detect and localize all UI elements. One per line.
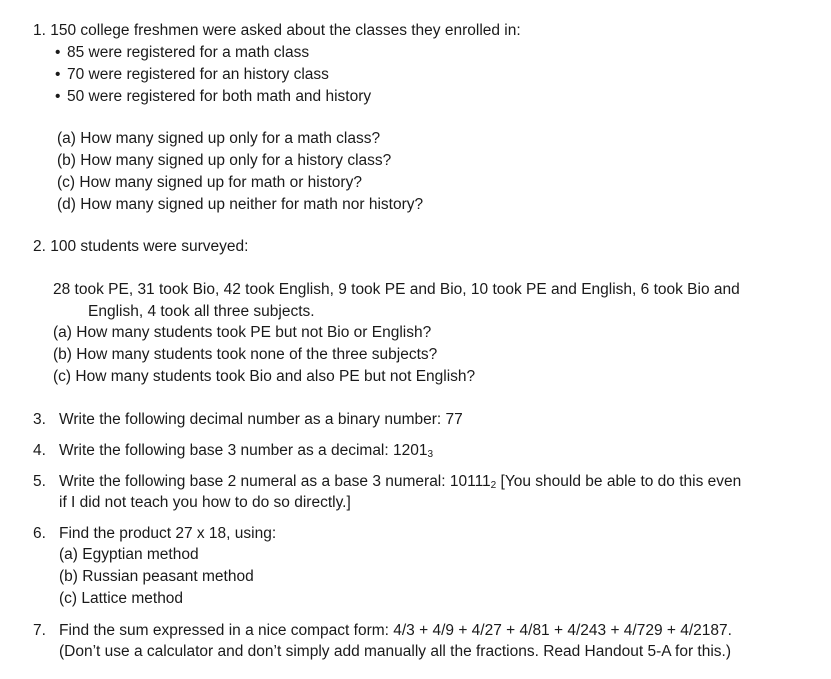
q5-base-subscript: 2	[490, 480, 497, 491]
q2-part-c: (c) How many students took Bio and also PE but not English?	[53, 368, 476, 385]
q7-number: 7.	[33, 622, 46, 639]
q7-line-2: (Don’t use a calculator and don’t simply add manually all the fractions. Read Handout 5-A for this.)	[59, 643, 732, 660]
q6-number: 6.	[33, 525, 46, 542]
q4-number: 4.	[33, 442, 46, 459]
q2-stem: 2. 100 students were surveyed:	[33, 238, 249, 255]
q5-text-before: Write the following base 2 numeral as a base 3 numeral: 10111	[59, 473, 491, 490]
q4-line	[33, 441, 433, 465]
q6-part-c: (c) Lattice method	[59, 590, 184, 607]
q5-line-2: if I did not teach you how to do so directly.]	[59, 494, 351, 511]
q7-line-1: Find the sum expressed in a nice compact form: 4/3 + 4/9 + 4/27 + 4/81 + 4/243 + 4/729 + 4/2187.	[59, 622, 732, 639]
q1-bullet-3: • 50 were registered for both math and history	[55, 87, 371, 107]
q4-base-subscript: 3	[427, 449, 434, 460]
q2-part-a: (a) How many students took PE but not Bio or English?	[53, 324, 432, 341]
q6-line	[33, 524, 276, 544]
q1-stem: 1. 150 college freshmen were asked about the classes they enrolled in:	[33, 22, 521, 39]
q1-bullet-1: • 85 were registered for a math class	[55, 43, 309, 63]
q6-stem: Find the product 27 x 18, using:	[59, 525, 277, 542]
q1-part-a: (a) How many signed up only for a math class?	[57, 130, 381, 147]
q1-part-b: (b) How many signed up only for a history class?	[57, 152, 392, 169]
q3-line	[33, 410, 463, 430]
q1-bullet-2: • 70 were registered for an history class	[55, 65, 329, 85]
q2-data-line-2: English, 4 took all three subjects.	[88, 303, 315, 320]
q7-line	[33, 621, 732, 641]
q1-part-c: (c) How many signed up for math or history?	[57, 174, 362, 191]
q1-part-d: (d) How many signed up neither for math nor history?	[57, 196, 424, 213]
q5-number: 5.	[33, 473, 46, 490]
q6-part-a: (a) Egyptian method	[59, 546, 199, 563]
q3-text: Write the following decimal number as a binary number: 77	[59, 411, 463, 428]
q2-part-b: (b) How many students took none of the three subjects?	[53, 346, 438, 363]
q6-part-b: (b) Russian peasant method	[59, 568, 254, 585]
q5-text-after: [You should be able to do this even	[496, 473, 742, 490]
q4-text: Write the following base 3 number as a decimal: 1201	[59, 442, 428, 459]
q2-data-line-1: 28 took PE, 31 took Bio, 42 took English, 9 took PE and Bio, 10 took PE and English, 6 took Bio and	[53, 281, 740, 298]
q3-number: 3.	[33, 411, 46, 428]
